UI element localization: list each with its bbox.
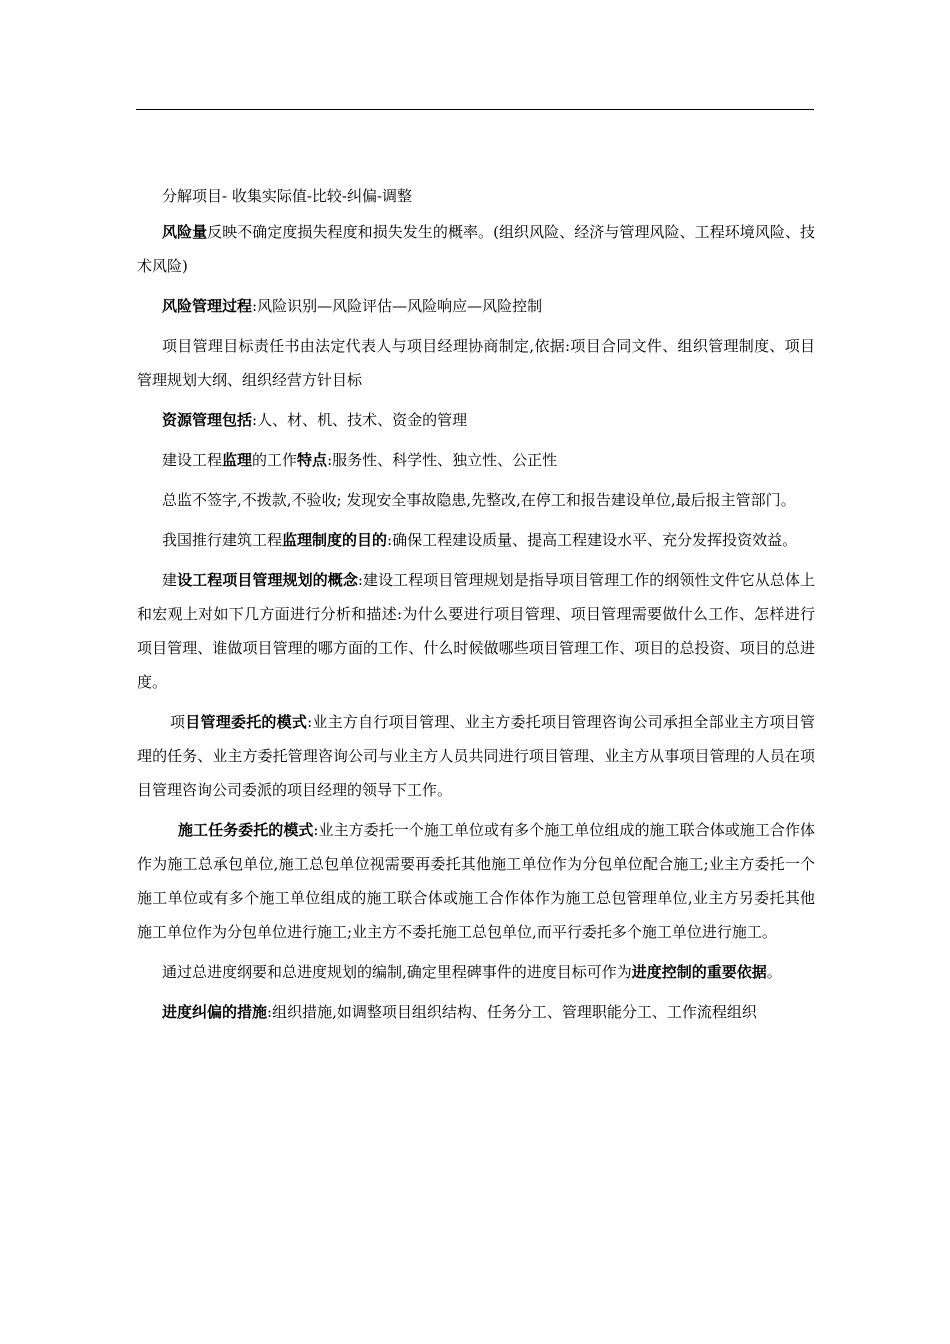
paragraph-text: :风险识别—风险评估—风险响应—风险控制 xyxy=(252,297,543,315)
paragraph-text: 建 xyxy=(162,571,178,589)
paragraph-chief-supervisor xyxy=(137,483,815,517)
term-supervision-purpose: 监理制度的目的 xyxy=(282,531,388,549)
term-schedule-control-basis: 进度控制的重要依据 xyxy=(631,963,767,981)
paragraph-text: 项 xyxy=(170,713,186,731)
term-risk-quantity: 风险量 xyxy=(162,223,208,241)
paragraph-text: :业主方自行项目管理、业主方委托项目管理咨询公司承担全部业主方项目管理的任务、业主方委托管理咨询公司与业主方人员共同进行项目管理、业主方从事项目管理的人员在项目管理咨询公司委派的项目经理的领导下工作。 xyxy=(137,713,815,799)
paragraph-supervision-purpose xyxy=(137,523,815,557)
term-schedule-correction: 进度纠偏的措施 xyxy=(162,1003,268,1021)
paragraph-construction-entrust-modes xyxy=(137,813,815,949)
paragraph-text: 反映不确定度损失程度和损失发生的概率。(组织风险、经济与管理风险、工程环境风险、技术风险) xyxy=(137,223,815,275)
paragraph-text: :建设工程项目管理规划是指导项目管理工作的纲领性文件它从总体上和宏观上对如下几方面进行分析和描述:为什么要进行项目管理、项目管理需要做什么工作、怎样进行项目管理、谁做项目管理的哪方面的工作、什么时候做哪些项目管理工作、项目的总投资、项目的总进度。 xyxy=(137,571,815,691)
paragraph-schedule-correction xyxy=(137,995,815,1029)
paragraph-text: :确保工程建设质量、提高工程建设水平、充分发挥投资效益。 xyxy=(387,531,798,549)
paragraph-responsibility-letter xyxy=(137,329,815,397)
document-body xyxy=(137,179,815,1035)
header-rule xyxy=(136,109,814,110)
paragraph-risk-quantity xyxy=(137,215,815,283)
paragraph-text: :业主方委托一个施工单位或有多个施工单位组成的施工联合体或施工合作体作为施工总承包单位,施工总包单位视需要再委托其他施工单位作为分包单位配合施工;业主方委托一个施工单位或有多个施工单位组成的施工联合体或施工合作体作为施工总包管理单位,业主方另委托其他施工单位作为分包单位进行施工;业主方不委托施工总包单位,而平行委托多个施工单位进行施工。 xyxy=(137,821,815,941)
paragraph-supervision-features xyxy=(137,443,815,477)
term-risk-management-process: 风险管理过程 xyxy=(162,297,253,315)
paragraph-text: :服务性、科学性、独立性、公正性 xyxy=(327,451,558,469)
term-resource-management: 资源管理包括 xyxy=(162,411,253,429)
paragraph-management-entrust-modes xyxy=(137,705,815,807)
term-planning-concept: 设工程项目管理规划的概念 xyxy=(177,571,358,589)
paragraph-text: 建设工程 xyxy=(162,451,223,469)
paragraph-resource-management xyxy=(137,403,815,437)
paragraph-milestone-basis xyxy=(137,955,815,989)
paragraph-text: 。 xyxy=(766,963,782,981)
paragraph-text: 分解项目- 收集实际值-比较-纠偏-调整 xyxy=(162,187,413,205)
term-management-entrust-modes: 目管理委托的模式 xyxy=(185,713,308,731)
paragraph-decomposition-steps xyxy=(137,179,815,213)
paragraph-risk-management-process xyxy=(137,289,815,323)
paragraph-text: 总监不签字,不拨款,不验收; 发现安全事故隐患,先整改,在停工和报告建设单位,最后报主管部门。 xyxy=(162,491,796,509)
paragraph-planning-concept xyxy=(137,563,815,699)
paragraph-text: 通过总进度纲要和总进度规划的编制,确定里程碑事件的进度目标可作为 xyxy=(162,963,632,981)
term-construction-entrust-modes: 施工任务委托的模式 xyxy=(178,821,314,839)
paragraph-text: 我国推行建筑工程 xyxy=(162,531,283,549)
paragraph-text: :人、材、机、技术、资金的管理 xyxy=(252,411,468,429)
paragraph-text: :组织措施,如调整项目组织结构、任务分工、管理职能分工、工作流程组织 xyxy=(267,1003,757,1021)
paragraph-text: 项目管理目标责任书由法定代表人与项目经理协商制定,依据:项目合同文件、组织管理制度、项目管理规划大纲、组织经营方针目标 xyxy=(137,337,815,389)
term-features: 特点 xyxy=(297,451,328,469)
term-supervision: 监理 xyxy=(222,451,253,469)
paragraph-text: 的工作 xyxy=(252,451,298,469)
